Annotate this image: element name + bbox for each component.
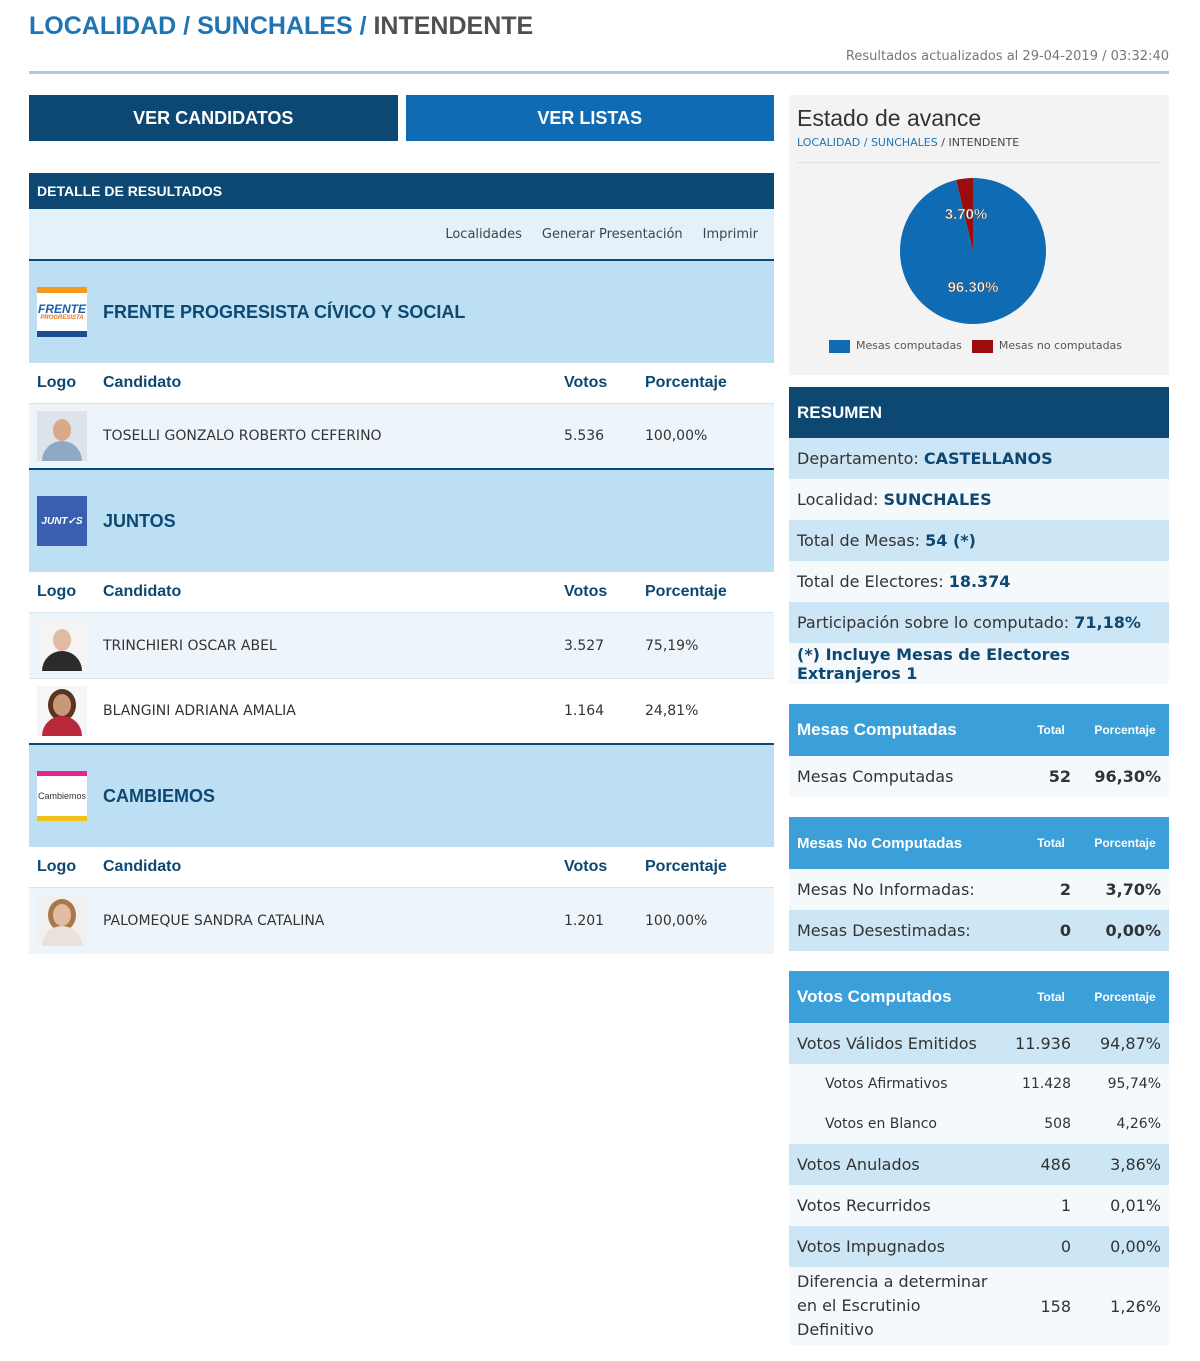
row-total: 11.428	[1022, 1076, 1071, 1092]
candidate-votes: 3.527	[564, 637, 605, 654]
resumen-label: Participación sobre lo computado:	[797, 613, 1075, 632]
col-porcentaje: Porcentaje	[645, 583, 727, 600]
updated-timestamp: Resultados actualizados al 29-04-2019 / 03:32:40	[845, 49, 1169, 64]
party-header	[29, 745, 774, 847]
row-label: Mesas Desestimadas:	[797, 921, 971, 940]
legend-swatch-no-computadas	[972, 340, 993, 353]
row-percentage: 96,30%	[1094, 767, 1161, 786]
candidate-row	[29, 613, 774, 679]
resumen-row	[789, 561, 1169, 602]
pie-label-no-computadas: 3.70%	[944, 206, 988, 223]
resumen-row	[789, 438, 1169, 479]
col-total: Total	[1037, 723, 1065, 737]
row-total: 508	[1044, 1116, 1071, 1132]
resumen-value: 54 (*)	[925, 531, 976, 550]
candidate-name: TOSELLI GONZALO ROBERTO CEFERINO	[103, 428, 382, 444]
row-percentage: 0,01%	[1110, 1196, 1161, 1215]
col-candidato: Candidato	[103, 374, 182, 391]
votos-computados-table	[789, 971, 1169, 1345]
legend-label: Mesas no computadas	[998, 339, 1123, 352]
col-porcentaje: Porcentaje	[645, 858, 727, 875]
results-column	[29, 95, 774, 954]
row-total: 1	[1060, 1196, 1071, 1215]
candidate-percentage: 100,00%	[645, 913, 708, 929]
table-row	[789, 1267, 1169, 1345]
candidate-photo	[37, 621, 87, 671]
candidates-table-header	[29, 363, 774, 404]
col-logo: Logo	[37, 374, 77, 391]
resumen-value: 18.374	[948, 572, 1011, 591]
estado-breadcrumb	[797, 136, 1161, 163]
party-header	[29, 261, 774, 363]
table-title: Votos Computados	[797, 987, 952, 1006]
party-logo-text: Cambiemos	[37, 791, 86, 801]
col-porcentaje: Porcentaje	[645, 374, 727, 391]
party-name: JUNTOS	[103, 510, 176, 531]
pie-label-computadas: 96.30%	[947, 279, 999, 296]
party-logo-frente	[37, 287, 87, 337]
col-logo: Logo	[37, 583, 77, 600]
row-percentage: 95,74%	[1107, 1076, 1161, 1092]
col-logo: Logo	[37, 858, 77, 875]
table-row	[789, 1185, 1169, 1226]
breadcrumb-intendente: INTENDENTE	[373, 12, 534, 40]
legend-label: Mesas computadas	[856, 339, 962, 352]
candidate-photo	[37, 686, 87, 736]
ver-listas-button[interactable]: VER LISTAS	[406, 95, 775, 141]
party-logo-text: JUNT✓S	[41, 515, 83, 527]
resumen-panel	[789, 387, 1169, 684]
candidate-name: TRINCHIERI OSCAR ABEL	[103, 637, 277, 654]
row-label: Mesas Computadas	[797, 767, 954, 786]
localidades-link[interactable]: Localidades	[445, 226, 522, 242]
candidate-percentage: 75,19%	[645, 637, 699, 654]
detail-title: DETALLE DE RESULTADOS	[29, 173, 774, 209]
estado-breadcrumb-link[interactable]: LOCALIDAD / SUNCHALES	[797, 136, 938, 149]
col-candidato: Candidato	[103, 583, 182, 600]
candidate-row	[29, 888, 774, 954]
candidate-percentage: 100,00%	[645, 428, 708, 444]
party-name: FRENTE PROGRESISTA CÍVICO Y SOCIAL	[103, 301, 466, 322]
chart-legend	[829, 339, 1122, 353]
resumen-value: 71,18%	[1074, 613, 1141, 632]
row-percentage: 4,26%	[1116, 1116, 1161, 1132]
row-label: Votos Anulados	[797, 1155, 920, 1174]
breadcrumb	[29, 12, 533, 41]
breadcrumb-sunchales[interactable]: SUNCHALES	[197, 12, 353, 40]
table-header	[789, 704, 1169, 756]
imprimir-link[interactable]: Imprimir	[702, 226, 758, 242]
estado-breadcrumb-current: / INTENDENTE	[937, 136, 1020, 149]
row-total: 0	[1060, 1237, 1071, 1256]
table-row	[789, 869, 1169, 910]
estado-title: Estado de avance	[797, 105, 982, 131]
resumen-label: Departamento:	[797, 449, 924, 468]
detail-toolbar	[29, 209, 774, 261]
row-label-line: Definitivo	[797, 1320, 874, 1339]
row-label: Votos Afirmativos	[825, 1076, 948, 1092]
row-label-line: Diferencia a determinar	[797, 1272, 988, 1291]
row-label: Votos en Blanco	[825, 1116, 937, 1132]
row-percentage: 94,87%	[1099, 1034, 1161, 1053]
table-row	[789, 910, 1169, 951]
candidate-photo	[37, 896, 87, 946]
row-total: 52	[1048, 767, 1071, 786]
legend-item-no-computadas[interactable]	[972, 339, 1122, 353]
table-row	[789, 1064, 1169, 1104]
legend-swatch-computadas	[829, 340, 850, 353]
legend-item-computadas[interactable]	[829, 339, 962, 353]
row-total: 11.936	[1015, 1034, 1071, 1053]
row-label	[789, 1270, 1011, 1342]
row-total: 486	[1040, 1155, 1071, 1174]
breadcrumb-separator: /	[176, 12, 198, 40]
resumen-note: (*) Incluye Mesas de Electores Extranjeros 1	[789, 643, 1169, 684]
resumen-row	[789, 602, 1169, 643]
breadcrumb-separator: /	[352, 12, 374, 40]
candidate-votes: 1.164	[564, 703, 605, 719]
table-title: Mesas No Computadas	[797, 834, 963, 852]
col-porcentaje: Porcentaje	[1094, 836, 1156, 850]
col-total: Total	[1037, 836, 1065, 850]
table-title: Mesas Computadas	[797, 720, 957, 739]
resumen-value: SUNCHALES	[883, 490, 992, 509]
row-label: Mesas No Informadas:	[797, 880, 975, 899]
col-total: Total	[1037, 990, 1065, 1004]
col-porcentaje: Porcentaje	[1094, 723, 1156, 737]
resumen-label: Localidad:	[797, 490, 884, 509]
col-candidato: Candidato	[103, 858, 182, 875]
row-percentage: 0,00%	[1110, 1237, 1161, 1256]
candidate-name: PALOMEQUE SANDRA CATALINA	[103, 913, 325, 929]
resumen-value: CASTELLANOS	[923, 449, 1053, 468]
col-porcentaje: Porcentaje	[1094, 990, 1156, 1004]
table-row	[789, 756, 1169, 797]
table-row	[789, 1226, 1169, 1267]
candidate-percentage: 24,81%	[645, 703, 699, 719]
col-votos: Votos	[564, 858, 608, 875]
row-label: Votos Recurridos	[797, 1196, 931, 1215]
row-label-line: en el Escrutinio	[797, 1296, 921, 1315]
breadcrumb-localidad[interactable]: LOCALIDAD	[29, 12, 177, 40]
table-row	[789, 1104, 1169, 1144]
pie-chart-area	[797, 163, 1161, 363]
party-header	[29, 470, 774, 572]
candidate-votes: 1.201	[564, 913, 605, 929]
row-percentage: 3,70%	[1105, 880, 1161, 899]
row-total: 158	[1040, 1296, 1071, 1316]
candidate-name: BLANGINI ADRIANA AMALIA	[103, 703, 296, 719]
party-logo-juntos	[37, 496, 87, 546]
resumen-label: Total de Electores:	[797, 572, 949, 591]
party-logo-subtext: PROGRESISTA	[40, 314, 84, 321]
row-percentage: 0,00%	[1105, 921, 1161, 940]
ver-candidatos-button[interactable]: VER CANDIDATOS	[29, 95, 398, 141]
generar-presentacion-link[interactable]: Generar Presentación	[541, 226, 683, 242]
row-label: Votos Impugnados	[797, 1237, 945, 1256]
row-label: Votos Válidos Emitidos	[797, 1034, 977, 1053]
col-votos: Votos	[564, 374, 608, 391]
table-row	[789, 1023, 1169, 1064]
table-row	[789, 1144, 1169, 1185]
resumen-row	[789, 520, 1169, 561]
resumen-title: RESUMEN	[789, 387, 1169, 438]
resumen-row	[789, 479, 1169, 520]
candidate-row	[29, 404, 774, 470]
page-header	[29, 10, 1169, 74]
table-header	[789, 817, 1169, 869]
party-name: CAMBIEMOS	[103, 785, 215, 806]
row-percentage: 3,86%	[1110, 1155, 1161, 1174]
row-percentage: 1,26%	[1110, 1296, 1161, 1316]
estado-avance-panel	[789, 95, 1169, 375]
mesas-no-computadas-table	[789, 817, 1169, 951]
party-logo-text: FRENTE	[38, 301, 86, 316]
candidate-row	[29, 679, 774, 745]
candidate-photo	[37, 411, 87, 461]
row-total: 0	[1059, 921, 1071, 940]
row-total: 2	[1059, 880, 1071, 899]
candidates-table-header	[29, 572, 774, 613]
pie-chart	[797, 163, 1161, 333]
party-logo-cambiemos	[37, 771, 87, 821]
candidates-table-header	[29, 847, 774, 888]
table-header	[789, 971, 1169, 1023]
col-votos: Votos	[564, 583, 608, 600]
resumen-label: Total de Mesas:	[797, 531, 926, 550]
candidate-votes: 5.536	[564, 428, 605, 444]
summary-column	[789, 95, 1169, 1345]
mesas-computadas-table	[789, 704, 1169, 797]
